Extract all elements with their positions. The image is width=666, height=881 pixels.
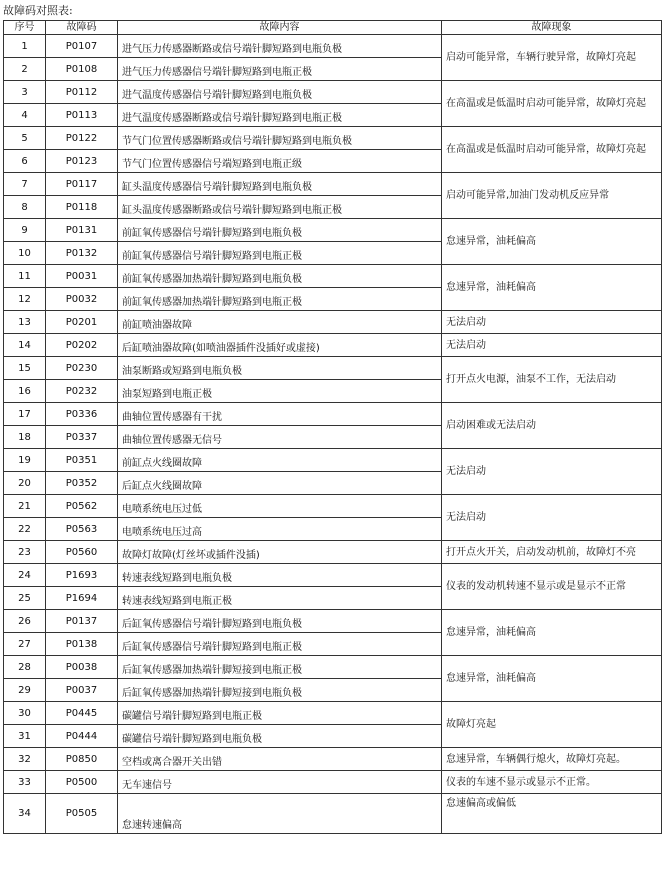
table-row [4,403,662,426]
row-number: 32 [4,748,46,771]
fault-description: 进气压力传感器断路或信号端针脚短路到电瓶负极 [118,35,442,58]
header-symptom: 故障现象 [442,21,662,35]
fault-description: 油泵短路到电瓶正极 [118,380,442,403]
fault-description: 进气压力传感器信号端针脚短路到电瓶正极 [118,58,442,81]
fault-code-table [3,20,662,834]
fault-description: 前缸氧传感器加热端针脚短路到电瓶负极 [118,265,442,288]
fault-description: 空档或离合器开关出错 [118,748,442,771]
row-number: 6 [4,150,46,173]
fault-symptom: 无法启动 [442,311,662,334]
fault-description: 碳罐信号端针脚短路到电瓶负极 [118,725,442,748]
table-row [4,311,662,334]
fault-symptom: 启动困难或无法启动 [442,403,662,449]
fault-description: 无车速信号 [118,771,442,794]
fault-description: 前缸氧传感器信号端针脚短路到电瓶负极 [118,219,442,242]
table-row [4,81,662,104]
fault-code: P0337 [46,426,118,449]
fault-code: P0352 [46,472,118,495]
fault-code: P0117 [46,173,118,196]
fault-symptom: 启动可能异常,加油门发动机反应异常 [442,173,662,219]
fault-description: 进气温度传感器断路或信号端针脚短路到电瓶正极 [118,104,442,127]
row-number: 2 [4,58,46,81]
fault-symptom: 在高温或是低温时启动可能异常，故障灯亮起 [442,81,662,127]
row-number: 13 [4,311,46,334]
fault-symptom: 怠速异常，油耗偏高 [442,610,662,656]
fault-code: P0232 [46,380,118,403]
fault-code: P1693 [46,564,118,587]
fault-code: P0107 [46,35,118,58]
header-code: 故障码 [46,21,118,35]
fault-description: 电喷系统电压过低 [118,495,442,518]
row-number: 28 [4,656,46,679]
fault-code: P0500 [46,771,118,794]
fault-description: 后缸喷油器故障(如喷油器插件没插好或虚接) [118,334,442,357]
fault-code: P0131 [46,219,118,242]
row-number: 8 [4,196,46,219]
fault-description: 转速表线短路到电瓶负极 [118,564,442,587]
fault-description: 怠速转速偏高 [118,794,442,834]
row-number: 34 [4,794,46,834]
row-number: 22 [4,518,46,541]
row-number: 30 [4,702,46,725]
fault-description: 缸头温度传感器信号端针脚短路到电瓶负极 [118,173,442,196]
fault-description: 后缸氧传感器加热端针脚短接到电瓶负极 [118,679,442,702]
fault-code: P0202 [46,334,118,357]
fault-code: P0118 [46,196,118,219]
fault-symptom: 怠速偏高或偏低 [442,794,662,834]
fault-symptom: 无法启动 [442,495,662,541]
row-number: 26 [4,610,46,633]
row-number: 23 [4,541,46,564]
fault-code: P0032 [46,288,118,311]
table-row [4,173,662,196]
fault-symptom: 仪表的车速不显示或显示不正常。 [442,771,662,794]
row-number: 5 [4,127,46,150]
fault-description: 转速表线短路到电瓶正极 [118,587,442,610]
row-number: 18 [4,426,46,449]
fault-description: 后缸氧传感器信号端针脚短路到电瓶负极 [118,610,442,633]
row-number: 1 [4,35,46,58]
fault-symptom: 故障灯亮起 [442,702,662,748]
row-number: 27 [4,633,46,656]
fault-description: 前缸氧传感器信号端针脚短路到电瓶正极 [118,242,442,265]
header-content: 故障内容 [118,21,442,35]
fault-code: P0445 [46,702,118,725]
table-row [4,748,662,771]
fault-description: 后缸氧传感器加热端针脚短接到电瓶正极 [118,656,442,679]
fault-code: P0351 [46,449,118,472]
fault-description: 电喷系统电压过高 [118,518,442,541]
fault-description: 曲轴位置传感器有干扰 [118,403,442,426]
row-number: 24 [4,564,46,587]
fault-description: 前缸喷油器故障 [118,311,442,334]
fault-code: P0122 [46,127,118,150]
fault-code: P0031 [46,265,118,288]
fault-description: 油泵断路或短路到电瓶负极 [118,357,442,380]
table-row [4,334,662,357]
fault-code: P0138 [46,633,118,656]
row-number: 25 [4,587,46,610]
row-number: 14 [4,334,46,357]
row-number: 7 [4,173,46,196]
fault-code: P0230 [46,357,118,380]
row-number: 3 [4,81,46,104]
fault-symptom: 仪表的发动机转速不显示或是显示不正常 [442,564,662,610]
table-row [4,610,662,633]
fault-code: P0123 [46,150,118,173]
table-row [4,771,662,794]
table-row [4,702,662,725]
table-row [4,541,662,564]
fault-code: P0113 [46,104,118,127]
row-number: 4 [4,104,46,127]
fault-code: P1694 [46,587,118,610]
fault-description: 缸头温度传感器断路或信号端针脚短路到电瓶正极 [118,196,442,219]
table-row [4,656,662,679]
fault-code: P0112 [46,81,118,104]
fault-description: 故障灯故障(灯丝坏或插件没插) [118,541,442,564]
fault-description: 节气门位置传感器信号端短路到电瓶正级 [118,150,442,173]
fault-code: P0132 [46,242,118,265]
fault-code: P0201 [46,311,118,334]
fault-code: P0560 [46,541,118,564]
table-row [4,265,662,288]
fault-code: P0850 [46,748,118,771]
fault-symptom: 无法启动 [442,334,662,357]
row-number: 33 [4,771,46,794]
row-number: 21 [4,495,46,518]
fault-symptom: 无法启动 [442,449,662,495]
fault-symptom: 启动可能异常，车辆行驶异常，故障灯亮起 [442,35,662,81]
table-caption: 故障码对照表: [3,4,73,17]
fault-code: P0108 [46,58,118,81]
fault-code: P0137 [46,610,118,633]
fault-code: P0562 [46,495,118,518]
fault-description: 后缸氧传感器信号端针脚短路到电瓶正极 [118,633,442,656]
row-number: 12 [4,288,46,311]
table-row [4,564,662,587]
row-number: 15 [4,357,46,380]
row-number: 10 [4,242,46,265]
row-number: 11 [4,265,46,288]
fault-code: P0038 [46,656,118,679]
table-row [4,357,662,380]
table-row [4,495,662,518]
row-number: 19 [4,449,46,472]
fault-code: P0563 [46,518,118,541]
row-number: 29 [4,679,46,702]
fault-description: 曲轴位置传感器无信号 [118,426,442,449]
fault-description: 进气温度传感器信号端针脚短路到电瓶负极 [118,81,442,104]
header-row [4,21,662,35]
fault-symptom: 打开点火电源，油泵不工作，无法启动 [442,357,662,403]
table-row [4,794,662,834]
table-row [4,35,662,58]
row-number: 9 [4,219,46,242]
fault-symptom: 怠速异常，车辆偶行熄火，故障灯亮起。 [442,748,662,771]
fault-symptom: 在高温或是低温时启动可能异常，故障灯亮起 [442,127,662,173]
table-row [4,449,662,472]
table-row [4,219,662,242]
table-row [4,127,662,150]
fault-code: P0336 [46,403,118,426]
row-number: 17 [4,403,46,426]
header-no: 序号 [4,21,46,35]
fault-code: P0037 [46,679,118,702]
row-number: 20 [4,472,46,495]
row-number: 16 [4,380,46,403]
fault-description: 节气门位置传感器断路或信号端针脚短路到电瓶负极 [118,127,442,150]
fault-symptom: 打开点火开关，启动发动机前，故障灯不亮 [442,541,662,564]
fault-symptom: 怠速异常，油耗偏高 [442,219,662,265]
fault-symptom: 怠速异常，油耗偏高 [442,265,662,311]
fault-description: 碳罐信号端针脚短路到电瓶正极 [118,702,442,725]
fault-code: P0444 [46,725,118,748]
fault-symptom: 怠速异常，油耗偏高 [442,656,662,702]
fault-description: 后缸点火线圈故障 [118,472,442,495]
row-number: 31 [4,725,46,748]
fault-code: P0505 [46,794,118,834]
fault-description: 前缸氧传感器加热端针脚短路到电瓶正极 [118,288,442,311]
fault-description: 前缸点火线圈故障 [118,449,442,472]
